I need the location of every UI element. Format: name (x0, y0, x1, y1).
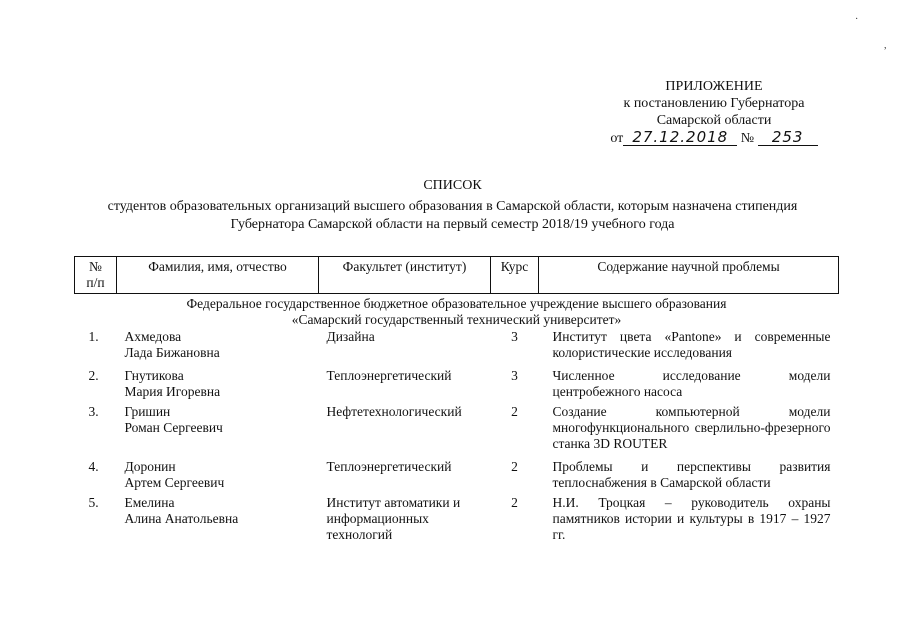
student-course: 2 (511, 404, 518, 419)
row-num: 1. (88, 329, 99, 344)
heading-line-2: Губернатора Самарской области на первый семестр 2018/19 учебного года (230, 217, 675, 232)
student-faculty: Институт автоматики и информационных технологий (326, 495, 461, 542)
header-num: № п/п (75, 257, 117, 294)
handwritten-date: 27.12.2018 (623, 130, 737, 146)
table-row (75, 494, 839, 543)
student-faculty: Дизайна (326, 329, 375, 344)
table-row (75, 403, 839, 458)
organization-name: Федеральное государственное бюджетное образовательное учреждение высшего образования «Самарский государственный технический университет» (186, 296, 727, 327)
document-title: СПИСОК (423, 178, 482, 193)
row-num: 5. (88, 495, 99, 510)
table-row (75, 458, 839, 494)
student-faculty: Теплоэнергетический (326, 459, 452, 474)
research-topic: Н.И. Троцкая – руководитель охраны памятников истории и культуры в 1917 – 1927 гг. (552, 495, 831, 542)
research-topic: Создание компьютерной модели многофункционального сверлильно-фрезерного станка 3D ROUTER (552, 404, 831, 451)
table-row (75, 328, 839, 367)
student-course: 3 (511, 329, 518, 344)
document-heading (40, 177, 865, 234)
student-name: Доронин Артем Сергеевич (124, 459, 225, 490)
student-faculty: Нефтетехнологический (326, 404, 462, 419)
appendix-line-2: к постановлению Губернатора (623, 96, 805, 111)
order-reference (600, 130, 828, 147)
research-topic: Проблемы и перспективы развития теплоснабжения в Самарской области (552, 459, 831, 490)
table-header-row (75, 257, 839, 294)
scan-speck: · (855, 14, 859, 25)
student-course: 3 (511, 368, 518, 383)
appendix-block (600, 78, 828, 147)
student-name: Гнутикова Мария Игоревна (124, 368, 221, 399)
row-num: 4. (88, 459, 99, 474)
heading-line-1: студентов образовательных организаций высшего образования в Самарской области, которым назначена стипендия (107, 199, 798, 214)
student-course: 2 (511, 495, 518, 510)
appendix-title: ПРИЛОЖЕНИЕ (665, 79, 763, 94)
student-course: 2 (511, 459, 518, 474)
table-row (75, 367, 839, 403)
student-name: Гришин Роман Сергеевич (124, 404, 223, 435)
date-prefix: от (610, 131, 624, 146)
header-name: Фамилия, имя, отчество (117, 257, 319, 294)
scan-speck: , (884, 40, 887, 51)
student-name: Ахмедова Лада Бижановна (124, 329, 220, 360)
organization-row (75, 294, 839, 329)
students-table (74, 256, 839, 543)
handwritten-number: 253 (758, 130, 818, 146)
research-topic: Численное исследование модели центробежного насоса (552, 368, 831, 399)
student-name: Емелина Алина Анатольевна (124, 495, 239, 526)
row-num: 2. (88, 368, 99, 383)
appendix-line-3: Самарской области (656, 113, 772, 128)
header-course: Курс (491, 257, 539, 294)
header-topic: Содержание научной проблемы (539, 257, 839, 294)
student-faculty: Теплоэнергетический (326, 368, 452, 383)
number-prefix: № (740, 131, 755, 146)
row-num: 3. (88, 404, 99, 419)
research-topic: Институт цвета «Pantone» и современные колористические исследования (552, 329, 831, 360)
header-faculty: Факультет (институт) (319, 257, 491, 294)
